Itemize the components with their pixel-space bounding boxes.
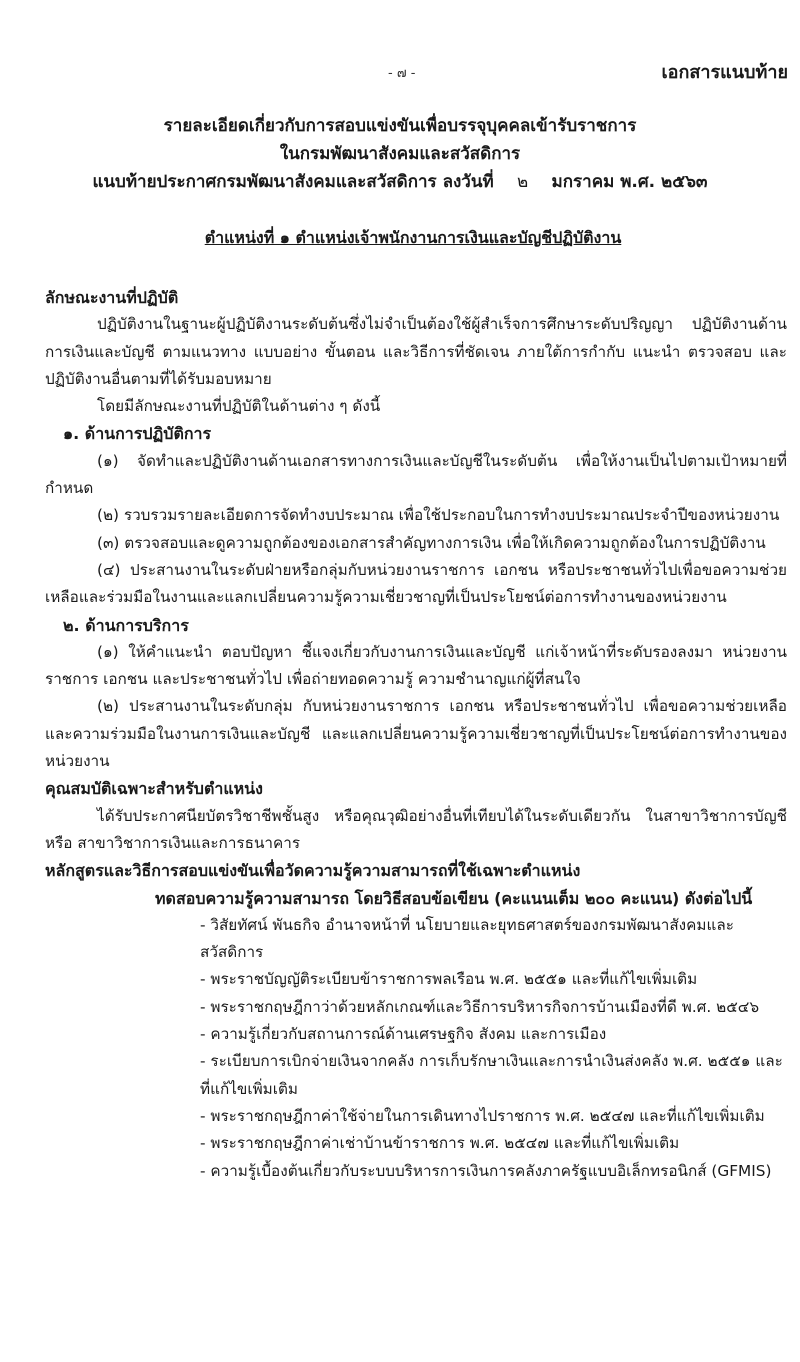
operations-item: (๔) ประสานงานในระดับฝ่ายหรือกลุ่มกับหน่วยงานราชการ เอกชน หรือประชาชนทั่วไปเพื่อขอความช่วยเหลือและร่วมมือในงานและแลกเปลี่ยนความรู้ความเชี่ยวชาญที่เป็นประโยชน์ต่อการทำงานของหน่วยงาน — [45, 560, 787, 607]
operations-item: (๓) ตรวจสอบและดูความถูกต้องของเอกสารสำคัญทางการเงิน เพื่อให้เกิดความถูกต้องในการปฏิบัติงาน — [97, 533, 766, 552]
services-item: (๑) ให้คำแนะนำ ตอบปัญหา ชี้แจงเกี่ยวกับงานการเงินและบัญชี แก่เจ้าหน้าที่ระดับรองลงมา หน่วยงานราชการ เอกชน และประชาชนทั่วไป เพื่อถ่ายทอดความรู้ ความชำนาญแก่ผู้ที่สนใจ — [45, 642, 787, 689]
exam-topic: - ความรู้เบื้องต้นเกี่ยวกับระบบบริหารการเงินการคลังภาครัฐแบบอิเล็กทรอนิกส์ (GFMIS) — [200, 1161, 772, 1180]
exam-topic: - พระราชกฤษฎีกาว่าด้วยหลักเกณฑ์และวิธีการบริหารกิจการบ้านเมืองที่ดี พ.ศ. ๒๕๔๖ — [200, 997, 760, 1016]
exam-topic: - พระราชกฤษฎีกาค่าเช่าบ้านข้าราชการ พ.ศ. ๒๕๔๗ และที่แก้ไขเพิ่มเติม — [200, 1134, 680, 1153]
section-heading-operations: ๑. ด้านการปฏิบัติการ — [63, 424, 212, 444]
exam-topic: - วิสัยทัศน์ พันธกิจ อำนาจหน้าที่ นโยบายและยุทธศาสตร์ของกรมพัฒนาสังคมและสวัสดิการ — [200, 915, 734, 962]
document-title-line-1: รายละเอียดเกี่ยวกับการสอบแข่งขันเพื่อบรรจุบุคคลเข้ารับราชการ — [163, 116, 637, 136]
qualifications-text: ได้รับประกาศนียบัตรวิชาชีพชั้นสูง หรือคุณวุฒิอย่างอื่นที่เทียบได้ในระดับเดียวกัน ในสาขาวิชาการบัญชี หรือ สาขาวิชาการเงินและการธนาคาร — [45, 806, 787, 852]
operations-item: (๑) จัดทำและปฏิบัติงานด้านเอกสารทางการเงินและบัญชีในระดับต้น เพื่อให้งานเป็นไปตามเป้าหมายที่กำหนด — [45, 451, 787, 498]
exam-method: ทดสอบความรู้ความสามารถ โดยวิธีสอบข้อเขียน (คะแนนเต็ม ๒๐๐ คะแนน) ดังต่อไปนี้ — [155, 888, 753, 908]
exam-heading: หลักสูตรและวิธีการสอบแข่งขันเพื่อวัดความรู้ความสามารถที่ใช้เฉพาะตำแหน่ง — [45, 861, 581, 881]
announcement-day: ๒ — [516, 172, 529, 192]
document-title-line-3 — [0, 168, 800, 195]
services-item: (๒) ประสานงานในระดับกลุ่ม กับหน่วยงานราชการ เอกชน หรือประชาชนทั่วไป เพื่อขอความช่วยเหลือและความร่วมมือในงานการเงินและบัญชี และแลกเปลี่ยนความรู้ความเชี่ยวชาญที่เป็นประโยชน์ต่อการทำงานของหน่วยงาน — [45, 697, 787, 771]
operations-item: (๒) รวบรวมรายละเอียดการจัดทำงบประมาณ เพื่อใช้ประกอบในการทำงบประมาณประจำปีของหน่วยงาน — [97, 506, 780, 525]
position-title: ตำแหน่งที่ ๑ ตำแหน่งเจ้าพนักงานการเงินและบัญชีปฏิบัติงาน — [204, 228, 622, 247]
annex-label: เอกสารแนบท้าย — [661, 62, 788, 83]
exam-topic: - พระราชบัญญัติระเบียบข้าราชการพลเรือน พ.ศ. ๒๕๕๑ และที่แก้ไขเพิ่มเติม — [200, 970, 698, 989]
exam-topic: - ระเบียบการเบิกจ่ายเงินจากคลัง การเก็บรักษาเงินและการนำเงินส่งคลัง พ.ศ. ๒๕๕๑ และที่แก้ไขเพิ่มเติม — [200, 1052, 783, 1098]
job-nature-lead: โดยมีลักษณะงานที่ปฏิบัติในด้านต่าง ๆ ดังนี้ — [97, 397, 381, 416]
document-body — [45, 284, 787, 1185]
announcement-month-year: มกราคม พ.ศ. ๒๕๖๓ — [551, 172, 708, 192]
job-nature-heading: ลักษณะงานที่ปฏิบัติ — [45, 288, 179, 307]
job-nature-intro: ปฏิบัติงานในฐานะผู้ปฏิบัติงานระดับต้นซึ่งไม่จำเป็นต้องใช้ผู้สำเร็จการศึกษาระดับปริญญา ปฏิบัติงานด้านการเงินและบัญชี ตามแนวทาง แบบอย่าง ขั้นตอน และวิธีการที่ชัดเจน ภายใต้การกำกับ แนะนำ ตรวจสอบ และปฏิบัติงานอื่นตามที่ได้รับมอบหมาย — [45, 315, 787, 388]
announcement-prefix: แนบท้ายประกาศกรมพัฒนาสังคมและสวัสดิการ ลงวันที่ — [92, 172, 494, 192]
page-number: - ๗ - — [388, 66, 416, 81]
exam-topic: - พระราชกฤษฎีกาค่าใช้จ่ายในการเดินทางไปราชการ พ.ศ. ๒๕๔๗ และที่แก้ไขเพิ่มเติม — [200, 1106, 765, 1125]
exam-topic: - ความรู้เกี่ยวกับสถานการณ์ด้านเศรษฐกิจ สังคม และการเมือง — [200, 1025, 607, 1044]
document-title-line-2: ในกรมพัฒนาสังคมและสวัสดิการ — [279, 144, 521, 164]
qualifications-heading: คุณสมบัติเฉพาะสำหรับตำแหน่ง — [45, 779, 263, 799]
section-heading-services: ๒. ด้านการบริการ — [63, 615, 189, 635]
